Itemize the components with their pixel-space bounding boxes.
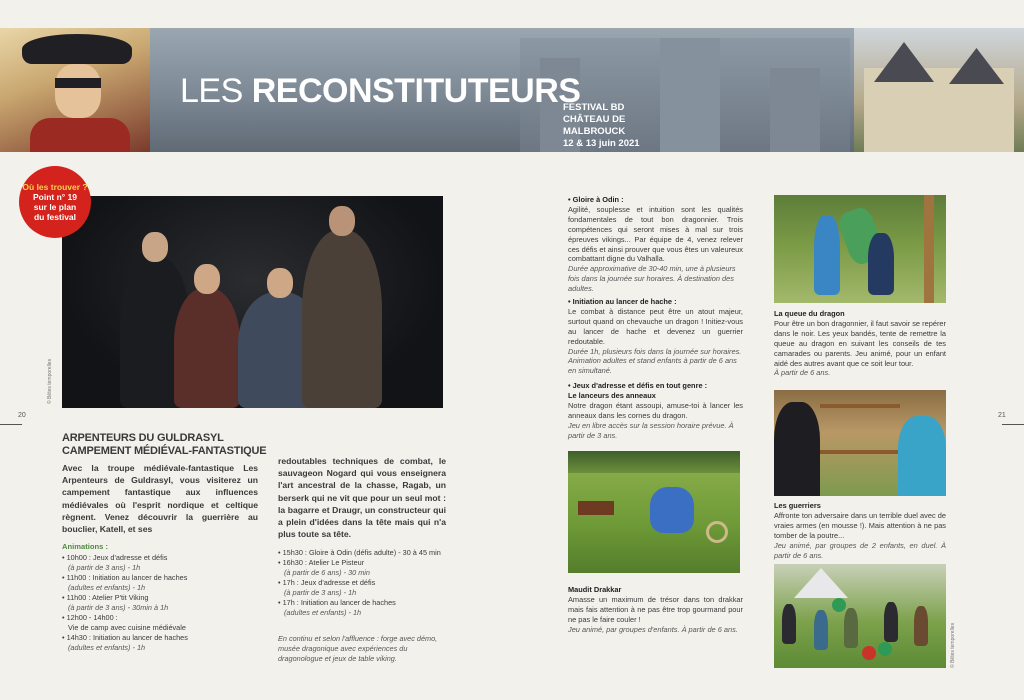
ring-toss-dragon-photo bbox=[568, 451, 740, 573]
page-number-left: 20 bbox=[18, 412, 26, 419]
warriors-caption: Les guerriers Affronte ton adversaire dans un terrible duel avec de vraies armes (en mousse !). Mais attention à ne pas tomber de la poutre... Jeu animé, par groupes de 2 enfants, en duel. À partir de 6 ans. bbox=[774, 501, 946, 560]
photo-credit: © Bêtes temporelles bbox=[47, 358, 53, 404]
animations-list bbox=[62, 553, 262, 653]
header-banner bbox=[0, 28, 1024, 152]
divider bbox=[1002, 424, 1024, 425]
continuous-activities-note: En continu et selon l'affluence : forge avec démo, musée dragonique avec expériences du dragonologue et jeux de table viking. bbox=[278, 634, 438, 663]
list-item: • 16h30 : Atelier Le Pisteur (à partir de 6 ans) - 30 min bbox=[278, 558, 448, 578]
divider bbox=[0, 424, 22, 425]
page-number-right: 21 bbox=[998, 412, 1006, 419]
drakkar-block: Maudit Drakkar Amasse un maximum de trésor dans ton drakkar mais fais attention à ne pas être trop gourmand pour ne pas le faire couler ! Jeu animé, par groupes d'enfants. À partir de 6 ans. bbox=[568, 585, 743, 634]
axe-throwing-block: • Initiation au lancer de hache : Le combat à distance peut être un atout majeur, surtout quand on chevauche un dragon ! Initiez-vous au lancer de hache et devenez un guerrier redoutable. Durée 1h, plusieurs fois dans la journée sur horaires. Animation adultes et stand enfants à partir de 6 ans en simultané. bbox=[568, 297, 743, 376]
person-figure bbox=[174, 288, 240, 408]
list-item: • 17h : Jeux d'adresse et défis (à partir de 3 ans) - 1h bbox=[278, 578, 448, 598]
list-item: • 11h00 : Initiation au lancer de haches (adultes et enfants) - 1h bbox=[62, 573, 262, 593]
skill-games-block: • Jeux d'adresse et défis en tout genre : Le lanceurs des anneaux Notre dragon étant assoupi, amuse-toi à lancer les anneaux dans les cornes du dragon. Jeu en libre accès sur la session horaire prévue. À partir de 3 ans. bbox=[568, 381, 743, 440]
list-item: • 17h : Initiation au lancer de haches (adultes et enfants) - 1h bbox=[278, 598, 448, 618]
location-badge: Où les trouver ? Point n° 19 sur le plan du festival bbox=[19, 166, 91, 238]
dragon-tail-caption: La queue du dragon Pour être un bon dragonnier, il faut savoir se repérer dans le noir. Les yeux bandés, tente de remettre la queue au dragon en suivant les conseils de tes camarades ou parents. Jeu animé, pour un enfant aidé des autres avant que ce soit leur tour. À partir de 6 ans. bbox=[774, 309, 946, 378]
camp-activity-photo bbox=[774, 564, 946, 668]
comic-character-illustration bbox=[0, 28, 150, 152]
photo-credit: © Bêtes temporelles bbox=[950, 622, 956, 668]
dragon-tail-game-photo bbox=[774, 195, 946, 303]
animations-list-continued bbox=[278, 548, 448, 618]
person-figure bbox=[302, 230, 382, 408]
odin-block: • Gloire à Odin : Agilité, souplesse et intuition sont les qualités fondamentales de tout bon dragonnier. Trois compétences qui seront mises à mal sur trois épreuves vikings... Par équipe de 4, venez relever ces défis et ainsi prouver que vous êtes un valeureux combattant digne du Valhalla. Durée approximative de 30-40 min, une à plusieurs fois dans la journée sur horaires. À destination des adultes. bbox=[568, 195, 743, 294]
chateau-illustration bbox=[854, 28, 1024, 152]
section-heading: ARPENTEURS DU GULDRASYL CAMPEMENT MÉDIÉVAL-FANTASTIQUE bbox=[62, 432, 267, 457]
list-item: • 10h00 : Jeux d'adresse et défis (à partir de 3 ans) - 1h bbox=[62, 553, 262, 573]
festival-info: FESTIVAL BD CHÂTEAU DE MALBROUCK 12 & 13 juin 2021 bbox=[563, 102, 640, 149]
list-item: • 11h00 : Atelier P'tit Viking (à partir de 3 ans) - 30min à 1h bbox=[62, 593, 262, 613]
animations-label: Animations : bbox=[62, 542, 108, 551]
reenactors-group-photo bbox=[62, 196, 443, 408]
list-item: • 14h30 : Initiation au lancer de haches (adultes et enfants) - 1h bbox=[62, 633, 262, 653]
intro-paragraph: Avec la troupe médiévale-fantastique Les Arpenteurs de Guldrasyl, vous visiterez un campement fantastique aux influences médiévales où l'esprit nordique et celtique règnent. Venez découvrir la guerrière au bouclier, Katell, et ses bbox=[62, 463, 258, 535]
list-item: • 12h00 - 14h00 : Vie de camp avec cuisine médiévale bbox=[62, 613, 262, 633]
list-item: • 15h30 : Gloire à Odin (défis adulte) - 30 à 45 min bbox=[278, 548, 448, 558]
page-title: LES RECONSTITUTEURS bbox=[180, 72, 581, 110]
warriors-duel-photo bbox=[774, 390, 946, 496]
intro-paragraph-continued: redoutables techniques de combat, le sauvageon Nogard qui vous enseignera l'art ancestral de la chasse, Ragab, un berserk qui ne vit que pour un seul mot : la bagarre et Draugr, un constructeur qui a plein d'idées dans la tête mais qui n'a plus toute sa tête. bbox=[278, 456, 446, 540]
